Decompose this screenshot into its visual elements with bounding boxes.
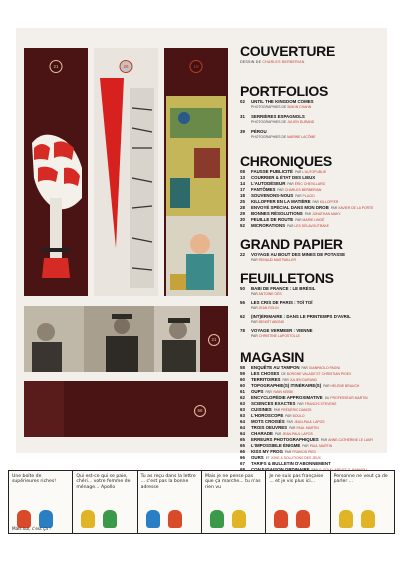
entry-title: ERREURS PHOTOGRAPHIQUES — [251, 437, 319, 442]
entry-by: PAR — [284, 450, 292, 454]
page-number-badge: 19 — [190, 60, 203, 73]
entry-by: PAR — [286, 420, 293, 424]
entry-title: UNTIL THE KINGDOM COMES — [251, 99, 314, 104]
cartoon-character — [210, 510, 224, 528]
section-title: CHRONIQUES — [240, 153, 332, 169]
entry-by: PAR — [320, 438, 328, 442]
entry-author: JEAN-PAUL LAPOS — [282, 432, 313, 436]
entry-page-number: 14 — [240, 181, 245, 186]
credit-prefix: PAR — [251, 334, 259, 338]
entry-author: FRÉDÉRIC DANOS — [281, 408, 312, 412]
entry-page-number: 13 — [240, 175, 245, 180]
entry-page-number: 62 — [240, 395, 245, 400]
entry-title: L'HOROSCOPE — [251, 413, 284, 418]
entry-title: SERRIÈRES ESPAGNOLS — [251, 114, 305, 119]
illustration-strip-2 — [94, 48, 158, 296]
section-feuilletons — [240, 271, 380, 342]
entry-author: PROFESSEUR MARTIN — [330, 396, 368, 400]
entry-title: L'AUTODÉSEUR — [251, 181, 286, 186]
section-title: COUVERTURE — [240, 43, 336, 59]
entry-title: KILLOFFER EN LA MATIÈRE — [251, 199, 311, 204]
entry-by: PAR — [287, 224, 294, 228]
entry-page-number: 29 — [240, 211, 245, 216]
comic-panel — [73, 471, 137, 533]
credit-prefix: PAR — [251, 258, 259, 262]
entry-title: LES CHOSES — [251, 371, 280, 376]
credit-prefix: PAR — [251, 320, 259, 324]
entry-title: TROIS OEUVRES — [251, 425, 288, 430]
entry-by: PAR — [273, 408, 281, 412]
entry-by: PAR — [301, 366, 308, 370]
cartoon-character — [168, 510, 182, 528]
credit-name: RENAUD MASTWILLER — [258, 258, 296, 262]
entry-title: BABI DE FRANCE : LE BRÉSIL — [251, 286, 316, 291]
cartoon-character — [274, 510, 288, 528]
entry-page-number: 64 — [240, 419, 245, 424]
entry-page-number: 28 — [240, 205, 245, 210]
speech-bubble: Tu as reçu dans la lettre ... c'est pas la bonne adresse — [140, 474, 196, 490]
entry-title: LES CRIS DE PARIS : TOÏ TOÏ — [251, 300, 313, 305]
comic-panel — [138, 471, 202, 533]
section-title: PORTFOLIOS — [240, 83, 329, 99]
entry-page-number: 25 — [240, 199, 245, 204]
entry-title: KISS MY FROG — [251, 449, 283, 454]
entry-title: OURS — [251, 455, 264, 460]
credit-prefix: DESSIN DE — [240, 60, 262, 64]
entry-author: HÉLÈNE BRAUCH — [330, 384, 360, 388]
entry-page-number: 59 — [240, 371, 245, 376]
entry-title: OUPS — [251, 389, 264, 394]
cartoon-character — [146, 510, 160, 528]
entry-by: PAR — [285, 414, 292, 418]
comic-panel — [202, 471, 266, 533]
entry-title: CUISINES — [251, 407, 272, 412]
entry-title: L'IMPOSSIBLE ÉNIGME — [251, 443, 301, 448]
entry-page-number: 50 — [240, 286, 245, 291]
entry-author: JULIEN DURAND — [289, 378, 317, 382]
section-title: FEUILLETONS — [240, 270, 334, 286]
entry-author: MARIE LINGÉ — [302, 218, 325, 222]
entry-author: YANN KEBBI — [272, 390, 293, 394]
speech-bubble: Une boîte de supérieures riches! — [12, 474, 57, 485]
entry-by: PAR — [274, 432, 282, 436]
entry-author: BORGHE VALADE ET CHRISTIAN PIGEX — [286, 372, 352, 376]
entry-page-number: 63 — [240, 401, 245, 406]
cartoon-character — [103, 510, 117, 528]
entry-author: LES DÉLAVOUTRAKE — [294, 224, 330, 228]
entry-title: TOPOGRAPHIE(S) ITINÉRAIRE(S) — [251, 383, 322, 388]
entry-by: PAR — [312, 200, 319, 204]
entry-page-number: 60 — [240, 377, 245, 382]
entry-page-number: 02 — [240, 99, 245, 104]
section-grand-papier — [240, 237, 380, 263]
entry-title: ENCYCLOPÉDIE APPROXIMATIVE — [251, 395, 323, 400]
entry-by: PAR — [265, 390, 272, 394]
entry-title: ENVOYÉ SPÉCIAL DANS MON DROB — [251, 205, 329, 210]
illustration-strip-3 — [164, 48, 228, 296]
entry-title: FEUILLE DE ROUTE — [251, 217, 294, 222]
entry-page-number: 62 — [240, 314, 245, 319]
entry-page-number: 60 — [240, 383, 245, 388]
credit-name: MARINE LACÔME — [287, 135, 316, 139]
entry-by: PAR — [294, 170, 302, 174]
entry-page-number: 64 — [240, 425, 245, 430]
entry-title: MICRORATIONS — [251, 223, 286, 228]
entry-by: PAR — [282, 378, 289, 382]
credit-prefix: PHOTOGRAPHIES DE — [251, 135, 288, 139]
grand-papier-list — [240, 252, 380, 263]
entry-author: JEAN-PAUL LAPOS — [294, 420, 325, 424]
entry-page-number: 30 — [240, 217, 245, 222]
entry-page-number: 66 — [240, 455, 245, 460]
entry-author: PAUL MARTIN — [296, 426, 319, 430]
section-chroniques — [240, 154, 380, 229]
entry-title: TERRITOIRES — [251, 377, 281, 382]
entry-page-number: 78 — [240, 328, 245, 333]
entry-author: XAVIER DE LA PORTE — [338, 206, 374, 210]
entry-page-number: 66 — [240, 449, 245, 454]
entry-by: PAR — [287, 182, 294, 186]
feuilletons-list — [240, 286, 380, 342]
entry-page-number: 58 — [240, 365, 245, 370]
section-portfolios — [240, 84, 380, 144]
entry-title: MOTS CROISÉS — [251, 419, 285, 424]
credit-name: CHARLES BERBERIAN — [262, 60, 305, 64]
speech-bubble: Mais je ne pense pas que ça marche... tu n'as rien vu — [204, 474, 261, 490]
entry-by: DU — [324, 396, 330, 400]
entry-page-number: 65 — [240, 437, 245, 442]
chroniques-list — [240, 169, 380, 229]
credit-name: CHRISTINE LAPOSTOLLE — [258, 334, 300, 338]
comic-strip — [8, 470, 395, 534]
entry-by: PAR — [277, 188, 284, 192]
entry-page-number: 18 — [240, 193, 245, 198]
dark-band — [24, 381, 228, 437]
entry-title: VOYAGE VERMEER : VIENNE — [251, 328, 313, 333]
entry-title: FAUSSE PUBLICITÉ — [251, 169, 293, 174]
tribal-figure-illustration — [24, 48, 88, 296]
entry-page-number: 65 — [240, 443, 245, 448]
entry-by: ET — [265, 456, 270, 460]
credit-name: SIMON CHAHN — [287, 105, 312, 109]
entry-title: CHARADE — [251, 431, 273, 436]
entry-by: PAR — [302, 444, 309, 448]
section-title: GRAND PAPIER — [240, 236, 343, 252]
entry-title: (INT)ÉRIMAIRE : DANS LE PRINTEMPS D'AVRIL — [251, 314, 351, 319]
entry-by: PAR — [330, 206, 338, 210]
entry-page-number: 52 — [240, 223, 245, 228]
credit-prefix: PHOTOGRAPHIES DE — [251, 120, 288, 124]
vintage-photo-band — [24, 306, 228, 372]
page-number-badge: 26 — [120, 60, 133, 73]
comic-panel — [331, 471, 394, 533]
speech-bubble: Qui est-ce qui se paie, chéri... votre femme de ménage... Apollo — [76, 474, 131, 490]
comic-panel — [266, 471, 330, 533]
comic-footer-text: Mais oui, c'est ça ! — [12, 526, 51, 531]
painting-collage-illustration — [164, 48, 228, 296]
speech-bubble: Personne ne veut ça de parler ... — [333, 474, 388, 485]
entry-title: BONNES RÉSOLUTIONS — [251, 211, 303, 216]
entry-title: VOYAGE AU BOUT DES MINES DE POTASSE — [251, 252, 346, 257]
section-magasin — [240, 350, 380, 473]
entry-author: CHARLES BERBERIAN — [284, 188, 322, 192]
entry-title: SOUVENONS-NOUS — [251, 193, 294, 198]
speech-bubble: Je ne suis pas française ... et je vis plus ici... — [269, 474, 324, 485]
section-couverture — [240, 44, 380, 64]
entry-page-number: 61 — [240, 389, 245, 394]
entry-title: COURRIER & ÉTAT DES LIEUX — [251, 175, 316, 180]
entry-author: JOKE & SOLUTIONS DES JEUX — [270, 456, 321, 460]
entry-page-number: 63 — [240, 413, 245, 418]
entry-title: FANTÔMES — [251, 187, 276, 192]
entry-title: SCIENCES EXACTES — [251, 401, 296, 406]
entry-author: BOULO — [292, 414, 305, 418]
credit-name: ANTOINE OÉS — [258, 292, 282, 296]
entry-page-number: 22 — [240, 252, 245, 257]
entry-author: PAUL MARTIN — [309, 444, 333, 448]
entry-title: PÉROU — [251, 129, 267, 134]
entry-page-number: 64 — [240, 431, 245, 436]
photo-band-number-panel — [200, 306, 228, 372]
entry-by: DE — [281, 372, 286, 376]
three-men-photograph — [24, 306, 228, 372]
table-of-contents — [240, 44, 380, 473]
magasin-list — [240, 365, 380, 473]
entry-page-number: 67 — [240, 461, 245, 466]
entry-by: PAR — [323, 384, 330, 388]
entry-author: KILLOFFER — [319, 200, 339, 204]
cartoon-character — [361, 510, 375, 528]
credit-prefix: PHOTOGRAPHIES DE — [251, 105, 288, 109]
entry-page-number: 56 — [240, 300, 245, 305]
entry-author: JONATHAN MAKY — [312, 212, 341, 216]
entry-by: PAR — [295, 218, 302, 222]
credit-prefix: PAR — [251, 306, 259, 310]
cartoon-character — [81, 510, 95, 528]
comic-panel — [9, 471, 73, 533]
section-title: MAGASIN — [240, 349, 305, 365]
entry-by: PAR — [289, 426, 296, 430]
entry-by: PAR — [297, 402, 304, 406]
cartoon-character — [339, 510, 353, 528]
entry-author: GIANPAOLO PAGNI — [308, 366, 340, 370]
page-number-badge: 21 — [208, 334, 220, 346]
entry-author: ANNE-CATHERINE LE LAMY — [328, 438, 374, 442]
entry-author: ÉRIC CHEVILLARD — [294, 182, 326, 186]
cartoon-character — [232, 510, 246, 528]
entry-author: FRANCIS STEVENS — [304, 402, 337, 406]
credit-name: JULIEN DURAND — [287, 120, 315, 124]
portfolios-list — [240, 99, 380, 144]
page-number-badge: 21 — [50, 60, 63, 73]
entry-by: PAR — [295, 194, 302, 198]
illustration-strip-1 — [24, 48, 88, 296]
entry-page-number: 08 — [240, 169, 245, 174]
cartoon-character — [296, 510, 310, 528]
entry-author: FRANCIS PIED — [292, 450, 316, 454]
entry-page-number: 63 — [240, 407, 245, 412]
entry-title: TARIFS & BULLETIN D'ABONNEMENT — [251, 461, 331, 466]
page-number-badge: 66 — [194, 405, 206, 417]
entry-page-number: 17 — [240, 187, 245, 192]
credit-prefix: PAR — [251, 292, 259, 296]
credit-name: JEAN ROLIN — [258, 306, 279, 310]
entry-author: PLACID — [302, 194, 315, 198]
entry-author: L'AUTOPUBLIE — [302, 170, 327, 174]
entry-page-number: 31 — [240, 114, 245, 119]
entry-page-number: 39 — [240, 129, 245, 134]
credit-name: BENOÎT ABOND — [258, 320, 285, 324]
red-arrow-illustration — [94, 48, 158, 296]
entry-title: ENQUÊTE AU TAMPON — [251, 365, 300, 370]
entry-by: PAR — [304, 212, 312, 216]
